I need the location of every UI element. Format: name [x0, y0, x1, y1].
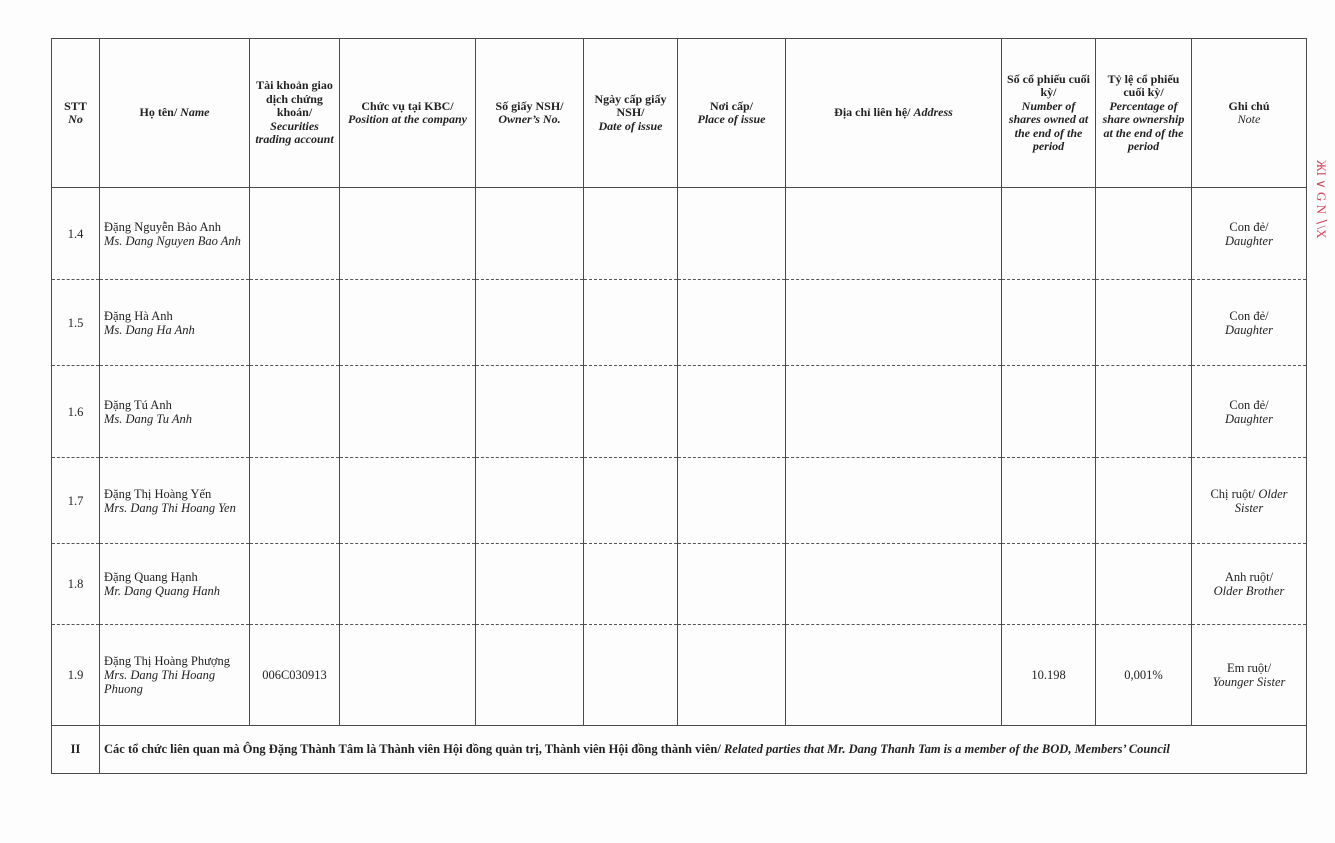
row-name: Đặng Quang Hạnh Mr. Dang Quang Hanh: [100, 544, 250, 625]
table-row: [52, 625, 1307, 726]
header-date-of-issue: Ngày cấp giấy NSH/ Date of issue: [584, 39, 678, 188]
header-note: Ghi chú Note: [1192, 39, 1307, 188]
row-percentage: [1096, 188, 1192, 280]
row-owner-no: [476, 544, 584, 625]
row-name: Đặng Tú Anh Ms. Dang Tu Anh: [100, 366, 250, 458]
header-name: Họ tên/ Name: [100, 39, 250, 188]
row-percentage: [1096, 544, 1192, 625]
row-account: 006C030913: [250, 625, 340, 726]
row-place-of-issue: [678, 280, 786, 366]
row-percentage: [1096, 280, 1192, 366]
row-date-of-issue: [584, 458, 678, 544]
row-position: [340, 625, 476, 726]
row-shares: [1002, 280, 1096, 366]
row-owner-no: [476, 366, 584, 458]
row-position: [340, 366, 476, 458]
row-note: Chị ruột/ Older Sister: [1192, 458, 1307, 544]
table-row: [52, 458, 1307, 544]
header-owner-no: Số giấy NSH/ Owner’s No.: [476, 39, 584, 188]
header-account: Tài khoản giao dịch chứng khoán/ Securities trading account: [250, 39, 340, 188]
row-stt: 1.6: [52, 366, 100, 458]
row-percentage: [1096, 458, 1192, 544]
row-account: [250, 458, 340, 544]
row-owner-no: [476, 188, 584, 280]
row-place-of-issue: [678, 544, 786, 625]
row-date-of-issue: [584, 280, 678, 366]
row-address: [786, 625, 1002, 726]
row-percentage: 0,001%: [1096, 625, 1192, 726]
row-place-of-issue: [678, 625, 786, 726]
row-account: [250, 366, 340, 458]
row-name: Đặng Thị Hoàng Yến Mrs. Dang Thi Hoang Yen: [100, 458, 250, 544]
header-percentage: Tỷ lệ cổ phiếu cuối kỳ/ Percentage of share ownership at the end of the period: [1096, 39, 1192, 188]
header-position: Chức vụ tại KBC/ Position at the company: [340, 39, 476, 188]
row-date-of-issue: [584, 625, 678, 726]
row-note: Con đẻ/ Daughter: [1192, 188, 1307, 280]
section-row: [52, 726, 1307, 774]
row-shares: [1002, 544, 1096, 625]
row-account: [250, 280, 340, 366]
header-shares: Số cổ phiếu cuối kỳ/ Number of shares owned at the end of the period: [1002, 39, 1096, 188]
row-date-of-issue: [584, 544, 678, 625]
row-address: [786, 188, 1002, 280]
row-account: [250, 544, 340, 625]
row-address: [786, 458, 1002, 544]
header-place-of-issue: Nơi cấp/ Place of issue: [678, 39, 786, 188]
row-note: Con đẻ/ Daughter: [1192, 366, 1307, 458]
row-shares: 10.198: [1002, 625, 1096, 726]
row-place-of-issue: [678, 458, 786, 544]
row-percentage: [1096, 366, 1192, 458]
row-place-of-issue: [678, 366, 786, 458]
section-stt: II: [52, 726, 100, 774]
row-note: Em ruột/ Younger Sister: [1192, 625, 1307, 726]
row-account: [250, 188, 340, 280]
row-stt: 1.8: [52, 544, 100, 625]
row-address: [786, 544, 1002, 625]
row-stt: 1.4: [52, 188, 100, 280]
row-date-of-issue: [584, 188, 678, 280]
row-place-of-issue: [678, 188, 786, 280]
row-stt: 1.9: [52, 625, 100, 726]
header-stt: STT No: [52, 39, 100, 188]
row-position: [340, 544, 476, 625]
row-shares: [1002, 366, 1096, 458]
row-stt: 1.7: [52, 458, 100, 544]
row-name: Đặng Thị Hoàng Phượng Mrs. Dang Thi Hoang Phuong: [100, 625, 250, 726]
row-owner-no: [476, 458, 584, 544]
table-row: [52, 280, 1307, 366]
related-persons-table: [51, 38, 1307, 774]
margin-stamp-mark: ЖI ∨ G N ∖\X: [1314, 160, 1329, 239]
row-position: [340, 280, 476, 366]
row-shares: [1002, 188, 1096, 280]
row-position: [340, 188, 476, 280]
row-owner-no: [476, 625, 584, 726]
row-owner-no: [476, 280, 584, 366]
table-row: [52, 188, 1307, 280]
row-name: Đặng Nguyễn Bảo Anh Ms. Dang Nguyen Bao Anh: [100, 188, 250, 280]
row-shares: [1002, 458, 1096, 544]
row-note: Anh ruột/ Older Brother: [1192, 544, 1307, 625]
header-address: Địa chỉ liên hệ/ Address: [786, 39, 1002, 188]
row-position: [340, 458, 476, 544]
section-title: Các tổ chức liên quan mà Ông Đặng Thành Tâm là Thành viên Hội đồng quản trị, Thành viên Hội đồng thành viên/ Related parties that Mr. Dang Thanh Tam is a member of the BOD, Members’ Council: [100, 726, 1307, 774]
table-header-row: [52, 39, 1307, 188]
row-address: [786, 280, 1002, 366]
row-address: [786, 366, 1002, 458]
row-name: Đặng Hà Anh Ms. Dang Ha Anh: [100, 280, 250, 366]
row-note: Con đẻ/ Daughter: [1192, 280, 1307, 366]
table-row: [52, 366, 1307, 458]
row-date-of-issue: [584, 366, 678, 458]
table-row: [52, 544, 1307, 625]
row-stt: 1.5: [52, 280, 100, 366]
